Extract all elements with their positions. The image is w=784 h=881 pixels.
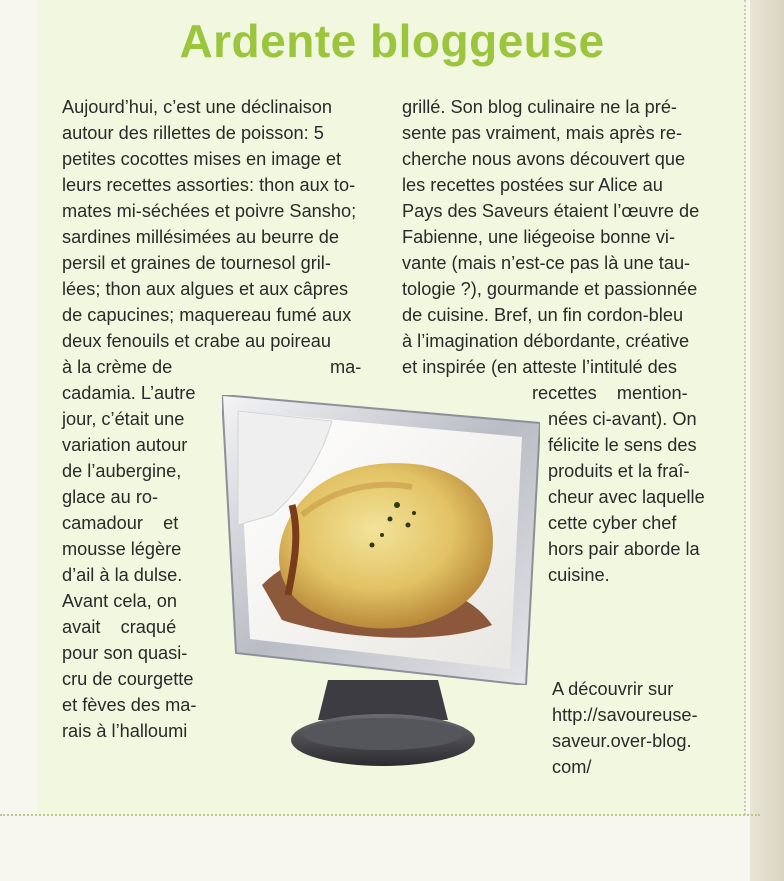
- left-line: ma-: [330, 357, 362, 377]
- right-line: cuisine.: [548, 565, 610, 585]
- right-line: cherche nous avons découvert que: [402, 149, 686, 169]
- right-line: grillé. Son blog culinaire ne la pré-: [402, 97, 677, 117]
- right-line: les recettes postées sur Alice au: [402, 175, 663, 195]
- right-line: de cuisine. Bref, un fin cordon-bleu: [402, 305, 684, 325]
- blog-url-line[interactable]: saveur.over-blog.: [552, 731, 692, 751]
- right-line: vante (mais n’est-ce pas là une tau-: [402, 253, 691, 273]
- blog-url-line[interactable]: http://savoureuse-: [552, 705, 698, 725]
- column-divider-right: [744, 0, 746, 815]
- page-edge: [750, 0, 784, 881]
- left-line: pour son quasi-: [62, 643, 188, 663]
- left-line: variation autour: [62, 435, 188, 455]
- left-line: rais à l’halloumi: [62, 721, 188, 741]
- left-line: deux fenouils et crabe au poireau: [62, 331, 331, 351]
- monitor-stand: [288, 680, 478, 770]
- article-title: Ardente bloggeuse: [179, 15, 605, 67]
- right-line: cheur avec laquelle: [548, 487, 705, 507]
- right-line: nées ci-avant). On: [548, 409, 697, 429]
- left-line: leurs recettes assorties: thon aux to-: [62, 175, 356, 195]
- left-line: de capucines; maquereau fumé aux: [62, 305, 352, 325]
- right-line: et inspirée (en atteste l’intitulé des: [402, 357, 677, 377]
- right-line: à l’imagination débordante, créative: [402, 331, 690, 351]
- left-line: lées; thon aux algues et aux câpres: [62, 279, 349, 299]
- left-line: et fèves des ma-: [62, 695, 197, 715]
- left-line: de l’aubergine,: [62, 461, 182, 481]
- right-line: recettes mention-: [532, 383, 688, 403]
- left-line: cadamia. L’autre: [62, 383, 196, 403]
- left-line: petites cocottes mises en image et: [62, 149, 342, 169]
- left-line: Avant cela, on: [62, 591, 177, 611]
- left-line: persil et graines de tournesol gril-: [62, 253, 331, 273]
- left-line: d’ail à la dulse.: [62, 565, 183, 585]
- left-line: camadour et: [62, 513, 179, 533]
- left-line: jour, c’était une: [62, 409, 185, 429]
- left-line: mousse légère: [62, 539, 182, 559]
- right-line: tologie ?), gourmande et passionnée: [402, 279, 698, 299]
- left-line: Aujourd’hui, c’est une déclinaison: [62, 97, 332, 117]
- left-line: cru de courgette: [62, 669, 194, 689]
- right-line: Fabienne, une liégeoise bonne vi-: [402, 227, 676, 247]
- left-line: autour des rillettes de poisson: 5: [62, 123, 324, 143]
- bottom-divider: [0, 814, 760, 816]
- left-line: mates mi-séchées et poivre Sansho;: [62, 201, 357, 221]
- left-line: sardines millésimées au beurre de: [62, 227, 339, 247]
- left-line: avait craqué: [62, 617, 177, 637]
- discover-intro: A découvrir sur: [552, 679, 674, 699]
- right-line: cette cyber chef: [548, 513, 677, 533]
- right-line: Pays des Saveurs étaient l’œuvre de: [402, 201, 700, 221]
- right-line: félicite le sens des: [548, 435, 697, 455]
- blog-url-line[interactable]: com/: [552, 757, 592, 777]
- right-line: hors pair aborde la: [548, 539, 700, 559]
- left-line: à la crème de: [62, 357, 173, 377]
- right-line: sente pas vraiment, mais après re-: [402, 123, 682, 143]
- monitor-food-photo: [222, 395, 540, 685]
- right-line: produits et la fraî-: [548, 461, 690, 481]
- left-line: glace au ro-: [62, 487, 159, 507]
